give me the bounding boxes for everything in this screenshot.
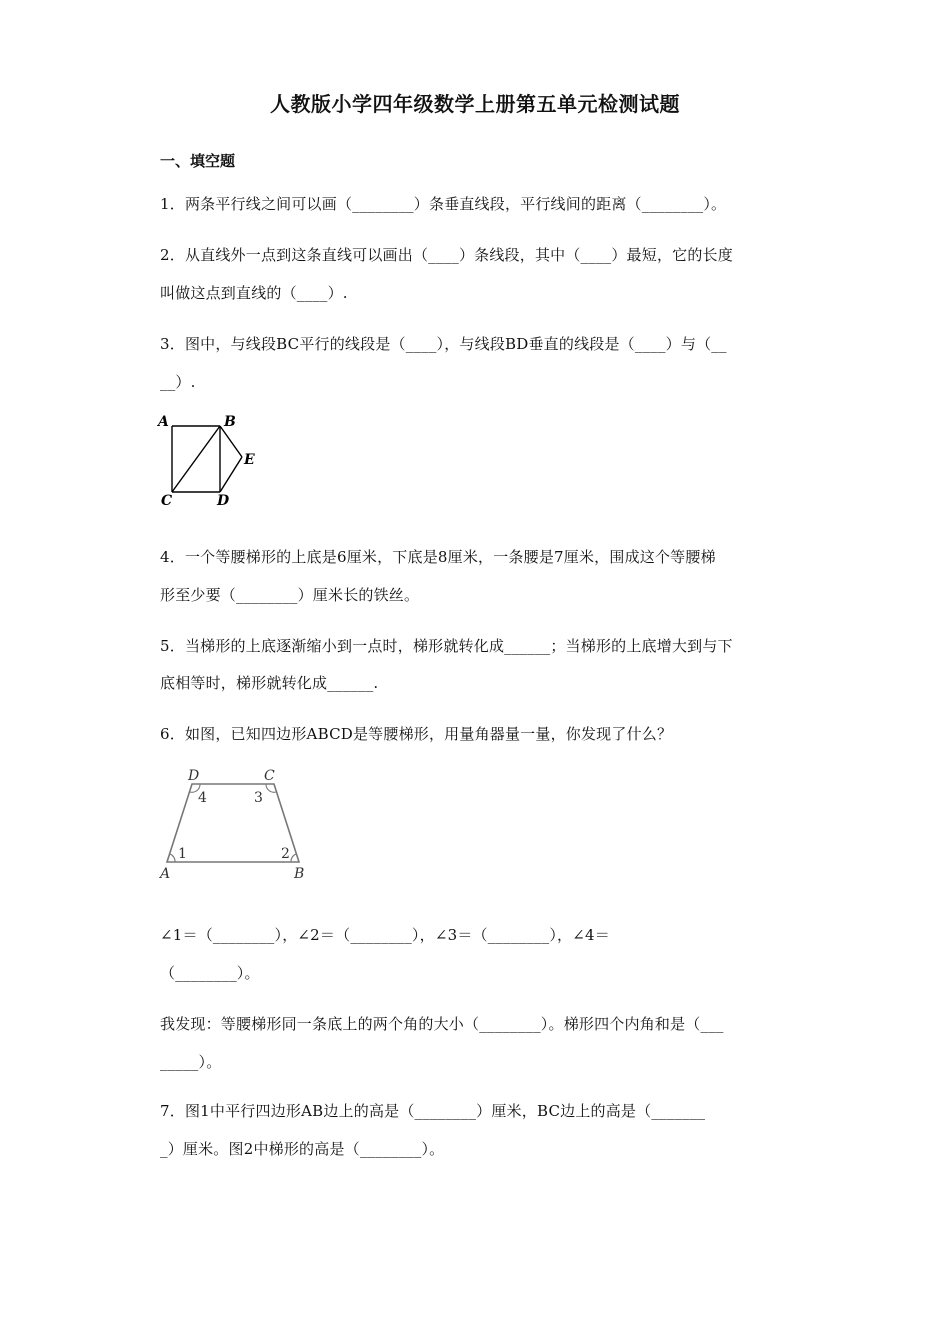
question-4-line-2: 形至少要（________）厘米长的铁丝。 (160, 586, 420, 604)
question-2-line-2: 叫做这点到直线的（____）. (160, 284, 348, 302)
label-C: C (161, 493, 173, 509)
question-2-line-1: 2．从直线外一点到这条直线可以画出（____）条线段，其中（____）最短，它的长度 (160, 246, 733, 264)
q6-figure (150, 760, 320, 885)
label-B: B (224, 414, 236, 430)
label-D: D (188, 768, 200, 784)
label-E: E (244, 452, 255, 468)
question-7-line-1: 7．图1中平行四边形AB边上的高是（________）厘米，BC边上的高是（_______ (160, 1102, 706, 1120)
label-C: C (264, 768, 275, 784)
question-6-angles-line-2: （________）。 (160, 964, 260, 982)
angle-arc-1 (170, 854, 175, 862)
label-B: B (294, 866, 305, 882)
segment-BC (172, 426, 220, 492)
question-7-line-2: _）厘米。图2中梯形的高是（________）。 (160, 1140, 445, 1158)
angle-label-3: 3 (254, 790, 263, 806)
angle-label-4: 4 (198, 790, 207, 806)
section-heading-fill-in: 一、填空题 (160, 152, 236, 170)
question-1: 1．两条平行线之间可以画（________）条垂直线段，平行线间的距离（________）。 (160, 195, 727, 213)
segment-DE (220, 457, 242, 492)
page-title: 人教版小学四年级数学上册第五单元检测试题 (270, 92, 680, 116)
angle-label-2: 2 (281, 846, 290, 862)
segment-BE (220, 426, 242, 457)
angle-label-1: 1 (178, 846, 187, 862)
question-4-line-1: 4．一个等腰梯形的上底是6厘米，下底是8厘米，一条腰是7厘米，围成这个等腰梯 (160, 548, 716, 566)
question-3-line-1: 3．图中，与线段BC平行的线段是（____），与线段BD垂直的线段是（____）与（__ (160, 335, 727, 353)
question-6-discovery-line-2: _____）。 (160, 1053, 222, 1071)
label-D: D (217, 493, 230, 509)
question-6-discovery-line-1: 我发现：等腰梯形同一条底上的两个角的大小（________）。梯形四个内角和是（___ (160, 1015, 724, 1033)
question-6-angles-line: ∠1＝（________），∠2＝（________），∠3＝（________），∠4＝ (160, 926, 610, 944)
q3-figure (150, 405, 270, 515)
question-5-line-1: 5．当梯形的上底逐渐缩小到一点时，梯形就转化成______；当梯形的上底增大到与下 (160, 637, 733, 655)
label-A: A (160, 866, 171, 882)
label-A: A (158, 414, 169, 430)
angle-arc-2 (291, 854, 296, 862)
question-5-line-2: 底相等时，梯形就转化成______. (160, 674, 379, 692)
question-6-line-1: 6．如图，已知四边形ABCD是等腰梯形，用量角器量一量，你发现了什么？ (160, 725, 673, 743)
question-3-line-2: __）. (160, 373, 196, 391)
